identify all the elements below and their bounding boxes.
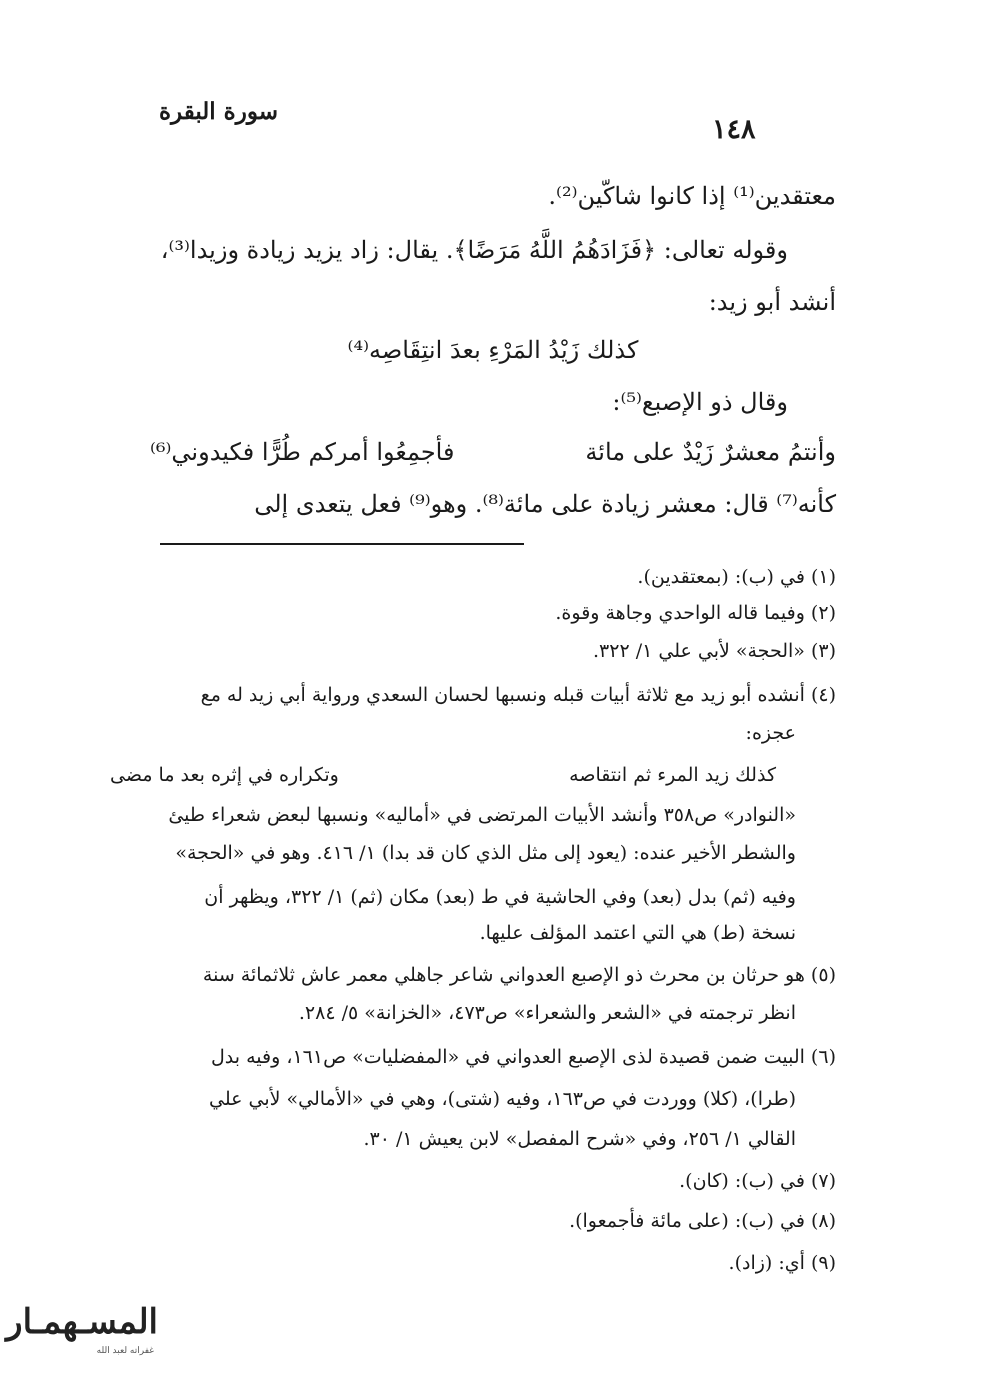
logo-sub-text: غفراته لعبد الله — [96, 1346, 154, 1356]
footnote-6-line-2: (طرا)، (كلا) ووردت في ص١٦٣، وفيه (شتى)، وهي في «الأمالي» لأبي علي — [209, 1088, 796, 1110]
footnote-7: (٧) في (ب): (كان). — [679, 1170, 836, 1192]
footnote-1: (١) في (ب): (بمعتقدين). — [637, 566, 836, 588]
footnote-6-line-1: (٦) البيت ضمن قصيدة لذى الإصبع العدواني في «المفضليات» ص١٦١، وفيه بدل — [211, 1046, 836, 1068]
verse-2-second-hemistich: فأجمِعُوا أمركم طُرًّا فكيدوني⁽⁶⁾ — [150, 438, 455, 466]
page-number: ١٤٨ — [712, 114, 756, 145]
body-line-4: وقال ذو الإصبع⁽⁵⁾: — [612, 388, 788, 416]
footnote-9: (٩) أي: (زاد). — [728, 1252, 836, 1274]
body-line-1: معتقدين⁽¹⁾ إذا كانوا شاكّين⁽²⁾. — [548, 182, 836, 210]
body-line-3: أنشد أبو زيد: — [708, 288, 836, 316]
body-line-5: كأنه⁽⁷⁾ قال: معشر زيادة على مائة⁽⁸⁾. وهو⁽⁹⁾ فعل يتعدى إلى — [254, 490, 836, 518]
footnote-8: (٨) في (ب): (على مائة فأجمعوا). — [569, 1210, 836, 1232]
logo-main-text: المسـهمـار — [6, 1302, 158, 1342]
body-line-2: وقوله تعالى: ﴿فَزَادَهُمُ اللَّهُ مَرَضًا﴾. يقال: زاد يزيد زيادة وزيدا⁽³⁾، — [160, 236, 788, 264]
footnote-3: (٣) «الحجة» لأبي علي ١/ ٣٢٢. — [592, 640, 836, 662]
footnote-4-verse-first: كذلك زيد المرء ثم انتقاصه — [569, 764, 776, 786]
footnote-4-line-4: والشطر الأخير عنده: (يعود إلى مثل الذي كان قد بدا) ١/ ٤١٦. وهو في «الحجة» — [175, 842, 796, 864]
verse-2-first-hemistich: وأنتمُ معشرٌ زَيْدٌ على مائة — [585, 438, 836, 466]
footnote-4-line-2: عجزه: — [745, 722, 796, 744]
footnote-4-line-6: نسخة (ط) هي التي اعتمد المؤلف عليها. — [479, 922, 796, 944]
footnote-separator — [160, 543, 524, 545]
footnote-4-line-5: وفيه (ثم) بدل (بعد) وفي الحاشية في ط (بعد) مكان (ثم) ١/ ٣٢٢، ويظهر أن — [204, 886, 796, 908]
footnote-5-line-2: انظر ترجمته في «الشعر والشعراء» ص٤٧٣، «الخزانة» ٥/ ٢٨٤. — [298, 1002, 796, 1024]
footnote-5-line-1: (٥) هو حرثان بن محرث ذو الإصبع العدواني شاعر جاهلي معمر عاش ثلاثمائة سنة — [202, 964, 836, 986]
footnote-4-line-3: «النوادر» ص٣٥٨ وأنشد الأبيات المرتضى في «أماليه» ونسبها لبعض شعراء طيئ — [168, 804, 796, 826]
footnote-2: (٢) وفيما قاله الواحدي وجاهة وقوة. — [555, 602, 836, 624]
surah-title: سورة البقرة — [158, 98, 278, 125]
footnote-4-line-1: (٤) أنشده أبو زيد مع ثلاثة أبيات قبله ونسبها لحسان السعدي ورواية أبي زيد له مع — [200, 684, 836, 706]
verse-1: كذلك زَيْدُ المَرْءِ بعدَ انتِقَاصِه⁽⁴⁾ — [347, 336, 639, 364]
footnote-4-verse-second: وتكراره في إثره بعد ما مضى — [110, 764, 339, 786]
publisher-logo — [6, 1298, 164, 1370]
footnote-6-line-3: القالي ١/ ٢٥٦، وفي «شرح المفصل» لابن يعيش ١/ ٣٠. — [363, 1128, 796, 1150]
